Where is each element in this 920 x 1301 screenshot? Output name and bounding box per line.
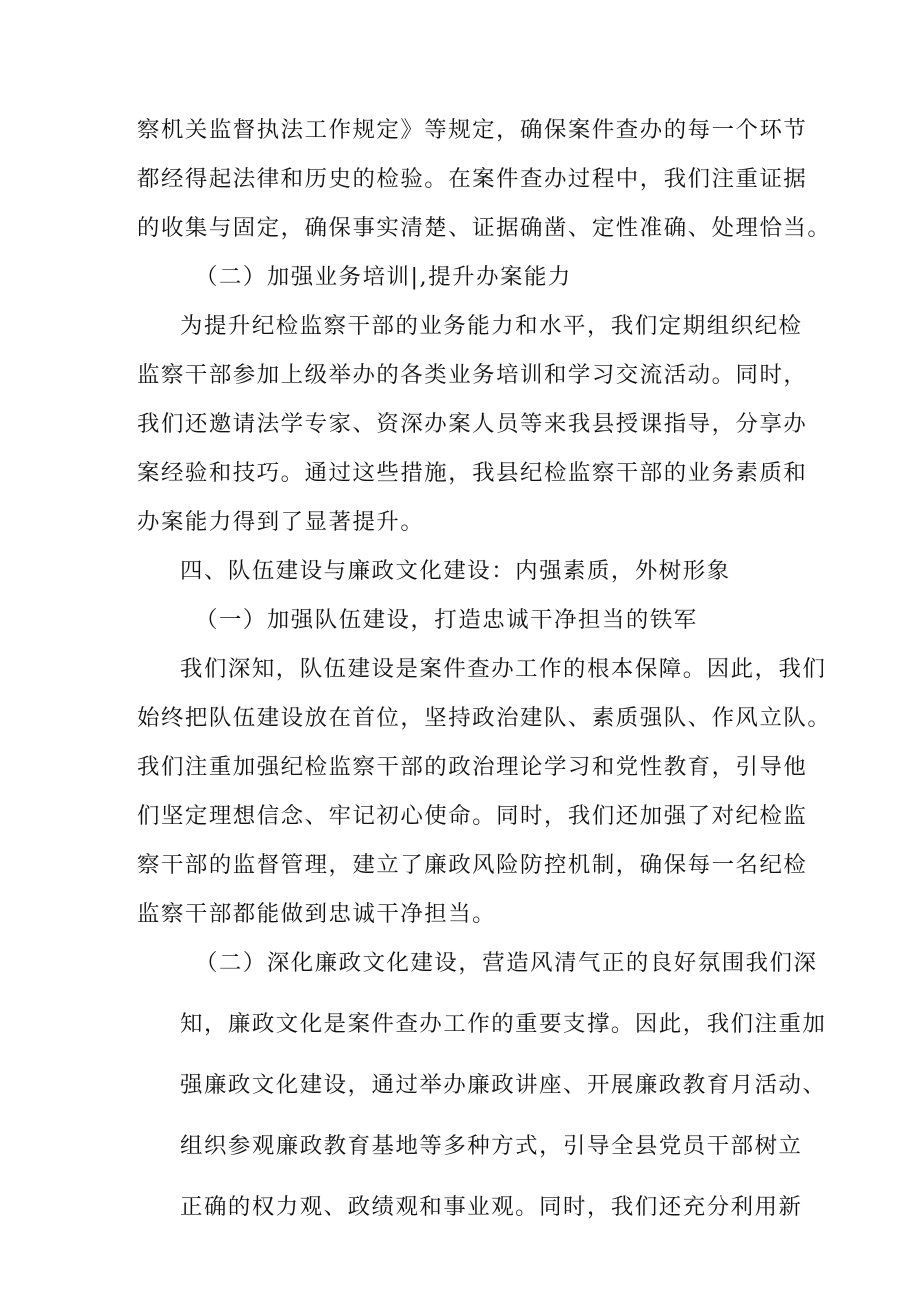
text-line: 为提升纪检监察干部的业务能力和水平，我们定期组织纪检: [180, 313, 803, 339]
text-line: 组织参观廉政教育基地等多种方式，引导全县党员干部树立: [180, 1133, 803, 1159]
text-line: 们坚定理想信念、牢记初心使命。同时，我们还加强了对纪检监: [137, 803, 808, 829]
text-line: 监察干部都能做到忠诚干净担当。: [137, 901, 497, 927]
text-line: 知，廉政文化是案件查办工作的重要支撑。因此，我们注重加: [180, 1011, 827, 1037]
text-line: 我们深知，队伍建设是案件查办工作的根本保障。因此，我们: [180, 656, 827, 682]
section-heading: （二）加强业务培训|,提升办案能力: [195, 264, 572, 290]
section-heading: （一）加强队伍建设，打造忠诚干净担当的铁军: [195, 607, 698, 633]
text-line: 我们注重加强纪检监察干部的政治理论学习和党性教育，引导他: [137, 754, 808, 780]
text-line: 察机关监督执法工作规定》等规定，确保案件查办的每一个环节: [137, 117, 808, 143]
text-line: 监察干部参加上级举办的各类业务培训和学习交流活动。同时，: [137, 362, 808, 388]
text-line: 察干部的监督管理，建立了廉政风险防控机制，确保每一名纪检: [137, 852, 808, 878]
text-line: 强廉政文化建设，通过举办廉政讲座、开展廉政教育月活动、: [180, 1072, 827, 1098]
text-line: 都经得起法律和历史的检验。在案件查办过程中，我们注重证据: [137, 166, 808, 192]
chapter-heading: 四、队伍建设与廉政文化建设：内强素质，外树形象: [180, 558, 731, 584]
text-line: 正确的权力观、政绩观和事业观。同时，我们还充分利用新: [180, 1194, 803, 1220]
text-line: 的收集与固定，确保事实清楚、证据确凿、定性准确、处理恰当。: [137, 215, 832, 241]
text-line: 案经验和技巧。通过这些措施，我县纪检监察干部的业务素质和: [137, 460, 808, 486]
section-heading: （二）深化廉政文化建设，营造风清气正的良好氛围我们深: [195, 950, 818, 976]
text-line: 始终把队伍建设放在首位，坚持政治建队、素质强队、作风立队。: [137, 705, 832, 731]
text-line: 我们还邀请法学专家、资深办案人员等来我县授课指导，分享办: [137, 411, 808, 437]
text-line: 办案能力得到了显著提升。: [137, 509, 425, 535]
